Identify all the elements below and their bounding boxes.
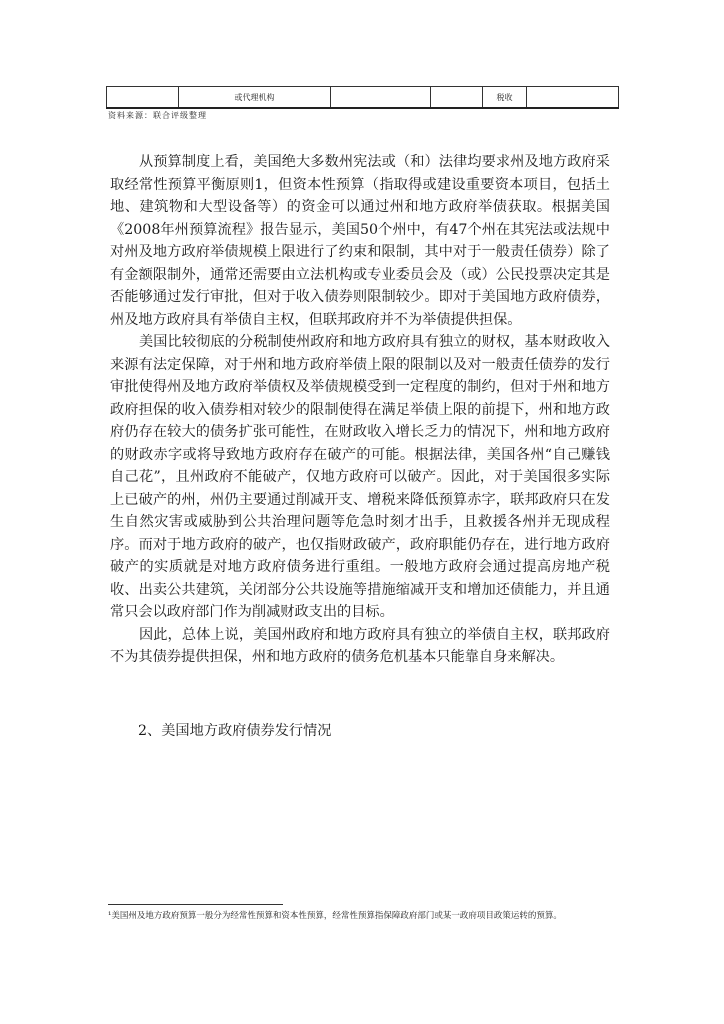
table-cell: 税收 (483, 87, 527, 109)
table-cell (431, 87, 483, 109)
paragraph: 从预算制度上看，美国绝大多数州宪法或（和）法律均要求州及地方政府采取经常性预算平衡原则1，但资本性预算（指取得或建设重要资本项目，包括土地、建筑物和大型设备等）的资金可以通过州和地方政府举债获取。根据美国《2008年州预算流程》报告显示，美国50个州中，有47个州在其宪法或法规中对州及地方政府举债规模上限进行了约束和限制，其中对于一般责任债券）除了有金额限制外，通常还需要由立法机构或专业委员会及（或）公民投票决定其是否能够通过发行审批，但对于收入债券则限制较少。即对于美国地方政府债券，州及地方政府具有举债自主权，但联邦政府并不为举债提供担保。 (110, 154, 610, 328)
table-cell: 或代理机构 (179, 87, 331, 109)
table-cell (331, 87, 431, 109)
data-table (106, 86, 619, 109)
source-note: 资料来源：联合评级整理 (108, 111, 207, 120)
footnote-divider (108, 904, 283, 905)
section-heading: 2、美国地方政府债券发行情况 (138, 723, 332, 739)
paragraph: 因此，总体上说，美国州政府和地方政府具有独立的举债自主权，联邦政府不为其债券提供担保，州和地方政府的债务危机基本只能靠自身来解决。 (110, 626, 610, 665)
table-cell (107, 87, 179, 109)
table-cell (527, 87, 619, 109)
table-row (107, 87, 619, 109)
body-text (110, 151, 610, 669)
paragraph: 美国比较彻底的分税制使州政府和地方政府具有独立的财权，基本财政收入来源有法定保障，对于州和地方政府举债上限的限制以及对一般责任债券的发行审批使得州及地方政府举债权及举债规模受到一定程度的制约，但对于州和地方政府担保的收入债券相对较少的限制使得在满足举债上限的前提下，州和地方政府仍存在较大的债务扩张可能性，在财政收入增长乏力的情况下，州和地方政府的财政赤字或将导致地方政府存在破产的可能。根据法律，美国各州“自己赚钱自己花”，且州政府不能破产，仅地方政府可以破产。因此，对于美国很多实际上已破产的州，州仍主要通过削减开支、增税来降低预算赤字，联邦政府只在发生自然灾害或威胁到公共治理问题等危急时刻才出手，且救援各州并无现成程序。而对于地方政府的破产，也仅指财政破产，政府职能仍存在，进行地方政府破产的实质就是对地方政府债务进行重组。一般地方政府会通过提高房地产税收、出卖公共建筑，关闭部分公共设施等措施缩减开支和增加还债能力，并且通常只会以政府部门作为削减财政支出的目标。 (110, 334, 610, 620)
footnote: ¹美国州及地方政府预算一般分为经常性预算和资本性预算，经常性预算指保障政府部门或某一政府项目政策运转的预算。 (108, 911, 562, 921)
